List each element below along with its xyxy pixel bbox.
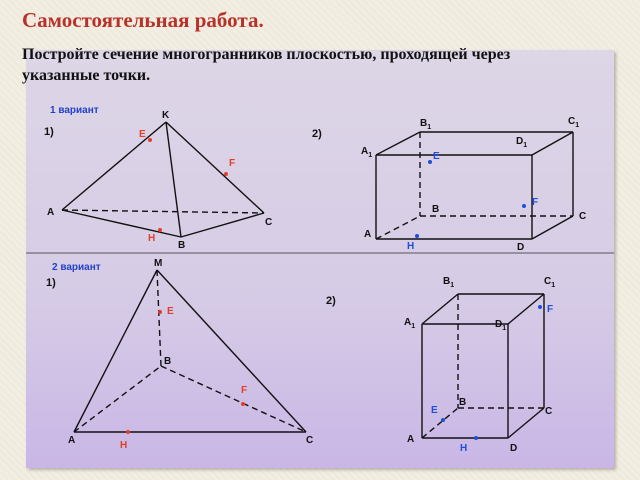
variant-1-label: 1 вариант xyxy=(50,105,99,116)
v1-box-label-D1: $D_1$ xyxy=(516,136,528,149)
v1-box-label-C1: $C_1$ xyxy=(568,116,580,129)
pyramid-v1 xyxy=(62,122,264,237)
v1-pyr-point-F xyxy=(224,172,228,176)
v1-fig1-number: 1) xyxy=(44,126,54,138)
v2-pyr-label-A: A xyxy=(68,435,76,446)
v2-box-label-B: B xyxy=(459,397,467,408)
v1-fig2-number: 2) xyxy=(312,128,322,140)
v1-box-point-F xyxy=(522,204,526,208)
slide-title: Самостоятельная работа. xyxy=(22,8,264,32)
v1-box-label-C: C xyxy=(579,211,587,222)
v2-pyr-label-F: F xyxy=(241,385,248,396)
variant-2-label: 2 вариант xyxy=(52,262,101,273)
task-text: Постройте сечение многогранников плоскостью, проходящей через указанные точки. xyxy=(22,46,511,84)
v1-box-label-B: B xyxy=(432,204,440,215)
v2-box-label-H: H xyxy=(460,443,468,454)
v2-box-label-E: E xyxy=(431,405,438,416)
v2-pyr-label-H: H xyxy=(120,440,128,451)
v1-pyr-label-H: H xyxy=(148,233,156,244)
v2-fig1-number: 1) xyxy=(46,277,56,289)
v2-fig2-number: 2) xyxy=(326,295,336,307)
v2-box-label-A: A xyxy=(407,434,415,445)
v1-box-label-A1: $A_1$ xyxy=(361,146,373,159)
v1-box-point-H xyxy=(415,234,419,238)
pyramid-v2 xyxy=(74,270,306,432)
v2-box-point-F xyxy=(538,305,542,309)
box-v1 xyxy=(376,132,573,239)
v1-pyr-label-B: B xyxy=(178,240,186,251)
v2-box-label-C1: $C_1$ xyxy=(544,276,556,289)
v2-pyr-label-M: M xyxy=(154,258,163,269)
v1-box-label-E: E xyxy=(433,151,440,162)
v2-box-label-B1: $B_1$ xyxy=(443,276,455,289)
v2-box-label-C: C xyxy=(545,406,553,417)
v1-pyr-label-A: A xyxy=(47,207,55,218)
v2-pyr-label-C: C xyxy=(306,435,314,446)
v1-pyr-label-F: F xyxy=(229,158,236,169)
v2-box-label-A1: $A_1$ xyxy=(404,317,416,330)
v1-box-label-B1: $B_1$ xyxy=(420,118,432,131)
v2-pyr-point-F xyxy=(241,402,245,406)
v2-pyr-label-E: E xyxy=(167,306,174,317)
v1-box-label-F: F xyxy=(532,197,539,208)
v1-pyr-point-E xyxy=(148,138,152,142)
v2-box-label-D: D xyxy=(510,443,518,454)
box-v2 xyxy=(422,294,544,438)
v1-box-point-E xyxy=(428,160,432,164)
v2-pyr-point-H xyxy=(126,430,130,434)
v1-pyr-label-C: C xyxy=(265,217,273,228)
v1-box-label-H: H xyxy=(407,241,415,252)
v2-box-point-H xyxy=(474,436,478,440)
v2-pyr-label-B: B xyxy=(164,356,172,367)
v2-pyr-point-E xyxy=(158,310,162,314)
v1-pyr-label-E: E xyxy=(139,129,146,140)
v2-box-label-D1: $D_1$ xyxy=(495,319,507,332)
v1-pyr-point-H xyxy=(158,228,162,232)
v1-pyr-label-K: K xyxy=(162,110,170,121)
v2-box-label-F: F xyxy=(547,304,554,315)
v1-box-label-D: D xyxy=(517,242,525,253)
v1-box-label-A: A xyxy=(364,229,372,240)
v2-box-point-E xyxy=(441,418,445,422)
